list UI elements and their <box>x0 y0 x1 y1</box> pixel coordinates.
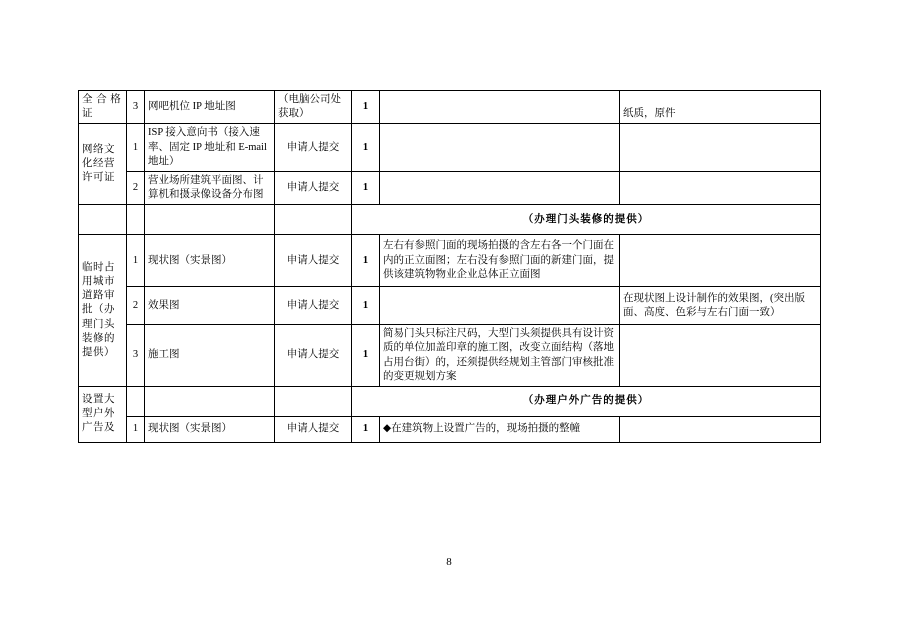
row-remark: 在现状图上设计制作的效果图，(突出版面、高度、色彩与左右门面一致） <box>620 287 821 325</box>
row-remark <box>620 416 821 442</box>
row-note: 简易门头只标注尺码，大型门头须提供具有设计资质的单位加盖印章的施工图，改变立面结构（落地占用台街）的，还须提供经规划主管部门审核批准的变更规划方案 <box>380 325 620 387</box>
row-remark: 纸质，原件 <box>620 91 821 124</box>
row-source: 申请人提交 <box>275 235 352 287</box>
row-qty: 1 <box>352 287 380 325</box>
requirements-table <box>78 90 821 443</box>
row-number: 3 <box>127 325 145 387</box>
row-number: 1 <box>127 124 145 172</box>
row-number: 3 <box>127 91 145 124</box>
banner-label: （办理门头装修的提供） <box>352 205 821 235</box>
row-qty: 1 <box>352 325 380 387</box>
row-item: 施工图 <box>145 325 275 387</box>
banner-spacer-cat <box>79 205 127 235</box>
row-remark <box>620 235 821 287</box>
row-category: 全 合 格 证 <box>79 91 127 124</box>
table-row <box>79 171 821 204</box>
row-source: 申请人提交 <box>275 171 352 204</box>
banner-spacer-no <box>127 205 145 235</box>
row-remark <box>620 325 821 387</box>
row-qty: 1 <box>352 91 380 124</box>
row-number: 1 <box>127 235 145 287</box>
row-note <box>380 287 620 325</box>
row-number: 1 <box>127 416 145 442</box>
row-qty: 1 <box>352 235 380 287</box>
row-item: 效果图 <box>145 287 275 325</box>
row-qty: 1 <box>352 124 380 172</box>
banner-spacer-src <box>275 205 352 235</box>
row-note <box>380 171 620 204</box>
banner-label: （办理户外广告的提供） <box>352 386 821 416</box>
row-qty: 1 <box>352 416 380 442</box>
table-container <box>78 90 820 443</box>
banner-spacer-item <box>145 386 275 416</box>
row-source: 申请人提交 <box>275 325 352 387</box>
row-remark <box>620 171 821 204</box>
banner-spacer-item <box>145 205 275 235</box>
table-row <box>79 91 821 124</box>
page-number: 8 <box>446 556 452 568</box>
row-item: 现状图（实景图） <box>145 235 275 287</box>
row-item: 网吧机位 IP 地址图 <box>145 91 275 124</box>
table-row <box>79 287 821 325</box>
table-row <box>79 325 821 387</box>
table-banner-row <box>79 386 821 416</box>
row-number: 2 <box>127 171 145 204</box>
row-source: 申请人提交 <box>275 416 352 442</box>
row-item: 营业场所建筑平面图、计算机和摄录像设备分布图 <box>145 171 275 204</box>
row-qty: 1 <box>352 171 380 204</box>
row-number: 2 <box>127 287 145 325</box>
banner-spacer-src <box>275 386 352 416</box>
row-item: 现状图（实景图） <box>145 416 275 442</box>
row-source: 申请人提交 <box>275 287 352 325</box>
row-category: 设置大型户外广告及 <box>79 386 127 442</box>
table-banner-row <box>79 205 821 235</box>
row-source: （电脑公司处获取） <box>275 91 352 124</box>
row-item: ISP 接入意向书（接入速率、固定 IP 地址和 E-mail 地址） <box>145 124 275 172</box>
row-note: ◆在建筑物上设置广告的，现场拍摄的整幢 <box>380 416 620 442</box>
banner-spacer-no <box>127 386 145 416</box>
table-row <box>79 416 821 442</box>
table-row <box>79 124 821 172</box>
table-row <box>79 235 821 287</box>
row-note <box>380 91 620 124</box>
row-remark <box>620 124 821 172</box>
row-note: 左右有参照门面的现场拍摄的含左右各一个门面在内的正立面图；左右没有参照门面的新建门面，提供该建筑物物业企业总体正立面图 <box>380 235 620 287</box>
row-category: 网络文化经营许可证 <box>79 124 127 205</box>
row-category: 临时占用城市道路审批（办理门头装修的提供） <box>79 235 127 387</box>
row-note <box>380 124 620 172</box>
row-source: 申请人提交 <box>275 124 352 172</box>
